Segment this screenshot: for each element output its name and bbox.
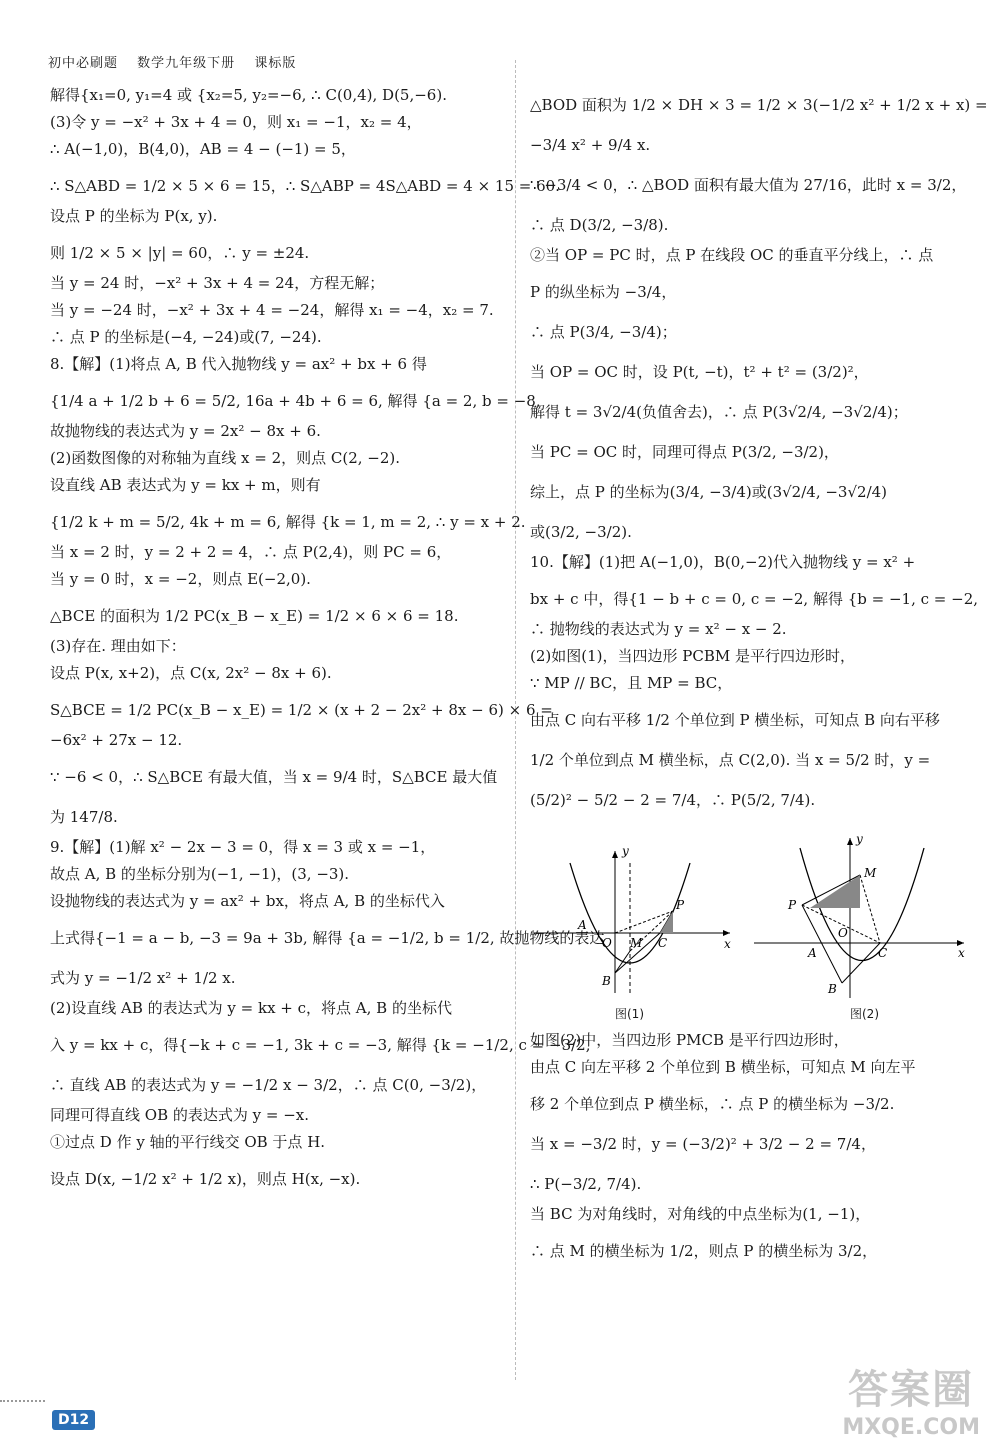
text-line: 解得 t = 3√2/4(负值舍去)，∴ 点 P(3√2/4, −3√2/4)；: [530, 403, 908, 421]
fig1-label-o: O: [602, 936, 612, 950]
problem-8-heading: 8.【解】(1)将点 A, B 代入抛物线 y = ax² + bx + 6 得: [50, 355, 427, 373]
fig1-label-b: B: [602, 974, 611, 988]
text-line: 如图(2)中，当四边形 PMCB 是平行四边形时，: [530, 1031, 849, 1049]
watermark-line1: 答案圈: [848, 1367, 975, 1413]
text-line: 由点 C 向左平移 2 个单位到 B 横坐标，可知点 M 向左平: [530, 1058, 916, 1076]
right-column: [530, 88, 988, 1274]
text-line: 综上，点 P 的坐标为(3/4, −3/4)或(3√2/4, −3√2/4): [530, 483, 888, 501]
text-line: 移 2 个单位到点 P 横坐标，∴ 点 P 的横坐标为 −3/2.: [530, 1095, 895, 1113]
text-line: ∴ S△ABD = 1/2 × 5 × 6 = 15，∴ S△ABP = 4S△ABD = 4 × 15 = 60.: [50, 177, 560, 195]
figure-2: [750, 833, 970, 1003]
figure-2-caption: 图(2): [850, 1007, 879, 1021]
text-line: ∴ 点 M 的横坐标为 1/2，则点 P 的横坐标为 3/2，: [530, 1242, 878, 1260]
fig1-label-p: P: [676, 898, 685, 912]
watermark: [842, 1358, 980, 1440]
text-line: 当 OP = OC 时，设 P(t, −t)，t² + t² = (3/2)²，: [530, 363, 869, 381]
text-line: bx + c 中，得{1 − b + c = 0, c = −2, 解得 {b = −1, c = −2,: [530, 590, 979, 608]
text-line: ∴ 直线 AB 的表达式为 y = −1/2 x − 3/2，∴ 点 C(0, −3/2)，: [50, 1076, 487, 1094]
text-line: 故点 A, B 的坐标分别为(−1, −1)，(3, −3).: [50, 865, 350, 883]
text-line: 当 PC = OC 时，同理可得点 P(3/2, −3/2)，: [530, 443, 839, 461]
text-line: △BOD 面积为 1/2 × DH × 3 = 1/2 × 3(−1/2 x² + 1/2 x + x) =: [530, 96, 988, 114]
text-line: 同理可得直线 OB 的表达式为 y = −x.: [50, 1106, 310, 1124]
text-line: 入 y = kx + c，得{−k + c = −1, 3k + c = −3, 解得 {k = −1/2, c = −3/2,: [50, 1036, 591, 1054]
text-line: △BCE 的面积为 1/2 PC(x_B − x_E) = 1/2 × 6 × 6 = 18.: [50, 607, 459, 625]
text-line: 解得{x₁=0, y₁=4 或 {x₂=5, y₂=−6, ∴ C(0,4), D(5,−6).: [50, 86, 447, 104]
text-line: ②当 OP = PC 时，点 P 在线段 OC 的垂直平分线上，∴ 点: [530, 246, 934, 264]
figure-1-caption: 图(1): [615, 1007, 644, 1021]
text-line: 或(3/2, −3/2).: [530, 523, 632, 541]
text-line: ∴ P(−3/2, 7/4).: [530, 1175, 642, 1193]
fig1-label-a: A: [578, 918, 587, 932]
text-line: {1/4 a + 1/2 b + 6 = 5/2, 16a + 4b + 6 = 6, 解得 {a = 2, b = −8,: [50, 392, 541, 410]
text-line: 设抛物线的表达式为 y = ax² + bx，将点 A, B 的坐标代入: [50, 892, 445, 910]
fig2-label-o: O: [838, 926, 848, 940]
text-line: ∵ MP // BC，且 MP = BC，: [530, 674, 733, 692]
text-line: P 的纵坐标为 −3/4，: [530, 283, 677, 301]
fig1-label-y: y: [622, 844, 629, 858]
text-line: ∴ 抛物线的表达式为 y = x² − x − 2.: [530, 620, 787, 638]
text-line: 当 y = 0 时，x = −2，则点 E(−2,0).: [50, 570, 311, 588]
text-line: ∴ 点 P 的坐标是(−4, −24)或(7, −24).: [50, 328, 322, 346]
text-line: 当 x = −3/2 时，y = (−3/2)² + 3/2 − 2 = 7/4，: [530, 1135, 876, 1153]
fig2-label-p: P: [788, 898, 797, 912]
figure-1: [530, 833, 740, 1003]
text-line: (2)函数图像的对称轴为直线 x = 2，则点 C(2, −2).: [50, 449, 401, 467]
problem-10-heading: 10.【解】(1)把 A(−1,0)，B(0,−2)代入抛物线 y = x² +: [530, 553, 916, 571]
text-line: 1/2 个单位到点 M 横坐标，点 C(2,0). 当 x = 5/2 时，y =: [530, 751, 931, 769]
problem-9-heading: 9.【解】(1)解 x² − 2x − 3 = 0，得 x = 3 或 x = −1，: [50, 838, 436, 856]
fig1-label-x: x: [724, 937, 731, 951]
fig2-label-m: M: [864, 866, 877, 880]
text-line: 当 BC 为对角线时，对角线的中点坐标为(1, −1)，: [530, 1205, 871, 1223]
fig2-label-y: y: [856, 833, 863, 846]
text-line: 式为 y = −1/2 x² + 1/2 x.: [50, 969, 236, 987]
text-line: ∵ −3/4 < 0，∴ △BOD 面积有最大值为 27/16，此时 x = 3/2，: [530, 176, 967, 194]
text-line: 设直线 AB 表达式为 y = kx + m，则有: [50, 476, 321, 494]
text-line: 设点 P(x, x+2)，点 C(x, 2x² − 8x + 6).: [50, 664, 332, 682]
text-line: ①过点 D 作 y 轴的平行线交 OB 于点 H.: [50, 1133, 326, 1151]
text-line: (2)设直线 AB 的表达式为 y = kx + c，将点 A, B 的坐标代: [50, 999, 452, 1017]
text-line: (3)存在. 理由如下：: [50, 637, 186, 655]
text-line: 设点 P 的坐标为 P(x, y).: [50, 207, 218, 225]
text-line: 设点 D(x, −1/2 x² + 1/2 x)，则点 H(x, −x).: [50, 1170, 361, 1188]
text-line: (3)令 y = −x² + 3x + 4 = 0，则 x₁ = −1，x₂ = 4，: [50, 113, 422, 131]
margin-dots: [0, 1400, 45, 1402]
fig2-label-x: x: [958, 946, 965, 960]
header-book: 初中必刷题: [48, 56, 119, 71]
text-line: ∵ −6 < 0，∴ S△BCE 有最大值，当 x = 9/4 时，S△BCE 最大值: [50, 768, 498, 786]
text-line: 故抛物线的表达式为 y = 2x² − 8x + 6.: [50, 422, 321, 440]
fig2-label-b: B: [828, 982, 837, 996]
text-line: ∴ 点 P(3/4, −3/4)；: [530, 323, 677, 341]
text-line: 由点 C 向右平移 1/2 个单位到 P 横坐标，可知点 B 向右平移: [530, 711, 940, 729]
fig2-label-c: C: [878, 946, 888, 960]
text-line: 当 y = −24 时，−x² + 3x + 4 = −24，解得 x₁ = −4，x₂ = 7.: [50, 301, 494, 319]
text-line: (2)如图(1)，当四边形 PCBM 是平行四边形时，: [530, 647, 855, 665]
fig2-label-a: A: [808, 946, 817, 960]
text-line: {1/2 k + m = 5/2, 4k + m = 6, 解得 {k = 1, m = 2, ∴ y = x + 2.: [50, 513, 526, 531]
page-header: [48, 52, 310, 71]
fig1-label-m: M: [630, 936, 643, 950]
text-line: (5/2)² − 5/2 − 2 = 7/4，∴ P(5/2, 7/4).: [530, 791, 816, 809]
fig1-label-c: C: [658, 936, 668, 950]
column-divider: [515, 60, 516, 1380]
text-line: 上式得{−1 = a − b, −3 = 9a + 3b, 解得 {a = −1/2, b = 1/2, 故抛物线的表达: [50, 929, 605, 947]
text-line: 当 y = 24 时，−x² + 3x + 4 = 24，方程无解；: [50, 274, 385, 292]
text-line: 当 x = 2 时，y = 2 + 2 = 4，∴ 点 P(2,4)，则 PC = 6，: [50, 543, 452, 561]
text-line: ∴ A(−1,0)，B(4,0)，AB = 4 − (−1) = 5，: [50, 140, 356, 158]
header-subject: 数学九年级下册: [137, 56, 236, 71]
text-line: 则 1/2 × 5 × |y| = 60，∴ y = ±24.: [50, 244, 310, 262]
text-line: 为 147/8.: [50, 808, 118, 826]
header-edition: 课标版: [254, 56, 297, 71]
text-line: −6x² + 27x − 12.: [50, 731, 183, 749]
page-number: D12: [52, 1410, 95, 1430]
watermark-line2: MXQE.COM: [842, 1415, 980, 1440]
text-line: ∴ 点 D(3/2, −3/8).: [530, 216, 669, 234]
text-line: −3/4 x² + 9/4 x.: [530, 136, 651, 154]
text-line: S△BCE = 1/2 PC(x_B − x_E) = 1/2 × (x + 2 − 2x² + 8x − 6) × 6 =: [50, 701, 553, 719]
figures-row: [530, 833, 970, 1023]
